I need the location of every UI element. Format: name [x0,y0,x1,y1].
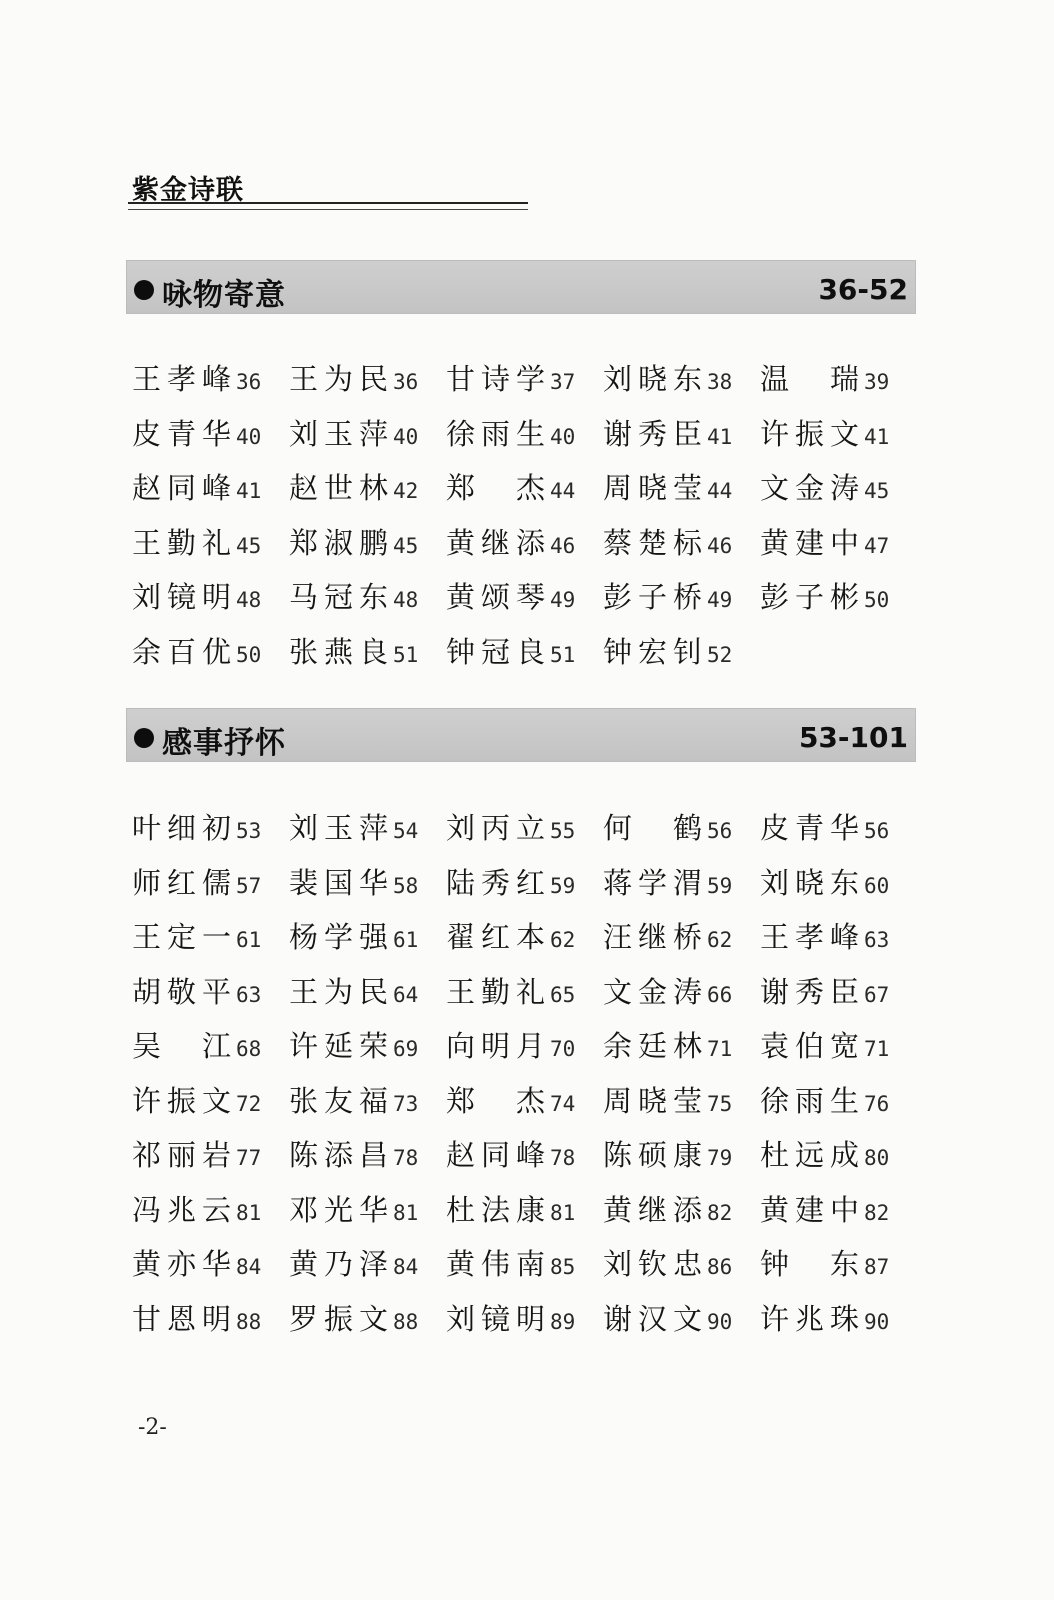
author-entry [289,521,446,562]
page-ref: 53 [236,819,262,843]
section-page-range: 53-101 [798,721,908,754]
author-entry [603,1024,760,1065]
page-ref: 42 [393,479,419,503]
entry-row [132,861,922,916]
entry-row [132,1242,922,1297]
author-name: 冯兆云 [132,1192,234,1227]
author-name: 黄继添 [603,1192,705,1227]
page-ref: 78 [550,1146,576,1170]
author-name: 皮青华 [760,811,862,845]
page-ref: 60 [864,873,890,898]
page-ref: 45 [236,533,262,558]
author-entry [446,466,603,507]
author-name: 师红儒 [132,865,234,900]
page-ref: 87 [864,1255,890,1279]
page-ref: 88 [393,1309,419,1334]
page-ref: 56 [707,819,733,843]
entry-row [132,466,922,521]
author-name: 裴国华 [289,865,391,900]
page-ref: 62 [550,928,576,952]
author-name: 罗振文 [289,1301,391,1336]
author-entry [760,861,917,902]
author-name: 刘镜明 [446,1301,548,1336]
author-name: 祁丽岩 [132,1138,234,1172]
author-name: 王勤礼 [132,525,234,560]
entry-row [132,1133,922,1188]
author-name: 谢汉文 [603,1301,705,1336]
author-entry [603,1188,760,1229]
author-entry [446,1024,603,1065]
page-ref: 44 [550,479,576,503]
author-name: 刘镜明 [132,580,234,614]
page-ref: 90 [864,1309,890,1334]
author-entry [603,970,760,1011]
entry-row [132,1188,922,1243]
page-ref: 59 [707,873,733,898]
author-name: 何 鹤 [603,811,705,845]
author-entry [760,806,917,847]
author-name: 陈硕康 [603,1138,705,1172]
author-name: 许兆珠 [760,1301,862,1336]
author-entry [289,1188,446,1229]
author-entry [446,1188,603,1229]
author-entry [132,521,289,562]
page-ref: 79 [707,1146,733,1170]
author-entry [603,1079,760,1120]
page-ref: 46 [550,533,576,558]
author-entry [132,1242,289,1283]
entry-row [132,1024,922,1079]
page-ref: 74 [550,1091,576,1116]
author-name: 邓光华 [289,1192,391,1227]
author-entry [760,357,917,398]
page-ref: 41 [864,424,890,449]
author-name: 钟 东 [760,1247,862,1281]
page-ref: 61 [393,928,419,952]
author-name: 刘钦忠 [603,1247,705,1281]
author-name: 甘诗学 [446,362,548,396]
entry-row [132,1297,922,1352]
page-ref: 82 [707,1200,733,1225]
page-ref: 72 [236,1091,262,1116]
author-entry [446,1242,603,1283]
author-entry [446,575,603,616]
author-name: 赵同峰 [132,471,234,505]
author-entry [132,630,289,671]
author-entry [446,1079,603,1120]
author-name: 周晓莹 [603,1083,705,1118]
author-name: 郑 杰 [446,471,548,505]
page-ref: 51 [550,642,576,667]
author-name: 刘晓东 [603,362,705,396]
author-entry [446,1297,603,1338]
page-ref: 62 [707,928,733,952]
author-name: 张燕良 [289,634,391,669]
author-entry [132,970,289,1011]
page-ref: 48 [393,588,419,612]
author-entry [132,1297,289,1338]
author-name: 刘玉萍 [289,416,391,451]
page-ref: 65 [550,982,576,1007]
author-entry [603,412,760,453]
author-entry [289,357,446,398]
author-entry [446,970,603,1011]
author-entry [446,412,603,453]
author-entry [289,1024,446,1065]
author-name: 王孝峰 [132,362,234,396]
author-entry [289,806,446,847]
author-name: 甘恩明 [132,1301,234,1336]
page-ref: 81 [550,1200,576,1225]
page-number: -2- [138,1415,167,1440]
author-name: 钟冠良 [446,634,548,669]
page-ref: 71 [864,1037,890,1061]
entry-row [132,521,922,576]
author-entry [446,806,603,847]
author-name: 杜法康 [446,1192,548,1227]
author-name: 皮青华 [132,416,234,451]
section-title: 感事抒怀 [162,726,286,761]
author-name: 杜远成 [760,1138,862,1172]
author-entry [603,521,760,562]
author-name: 谢秀臣 [603,416,705,451]
author-entry [603,575,760,616]
page-ref: 57 [236,873,262,898]
page-ref: 84 [236,1255,262,1279]
entry-row [132,806,922,861]
title-rule [128,202,528,210]
author-entry [132,1188,289,1229]
page-ref: 51 [393,642,419,667]
page-ref: 90 [707,1309,733,1334]
page-ref: 46 [707,533,733,558]
entry-row [132,1079,922,1134]
author-name: 刘晓东 [760,865,862,900]
page-ref: 41 [707,424,733,449]
page-ref: 80 [864,1146,890,1170]
author-entry [132,861,289,902]
author-name: 彭子彬 [760,580,862,614]
author-name: 谢秀臣 [760,974,862,1009]
page-ref: 44 [707,479,733,503]
page-ref: 37 [550,370,576,394]
author-name: 黄继添 [446,525,548,560]
author-entry [603,357,760,398]
author-entry [603,1242,760,1283]
author-name: 郑 杰 [446,1083,548,1118]
page-ref: 38 [707,370,733,394]
page-ref: 73 [393,1091,419,1116]
entry-row [132,575,922,630]
page-ref: 59 [550,873,576,898]
author-name: 杨学强 [289,920,391,954]
page-ref: 88 [236,1309,262,1334]
author-name: 余廷林 [603,1029,705,1063]
author-name: 袁伯宽 [760,1029,862,1063]
author-entry [760,521,917,562]
author-name: 徐雨生 [446,416,548,451]
author-entry [132,1079,289,1120]
author-entry [289,1242,446,1283]
author-entry [289,412,446,453]
author-name: 黄亦华 [132,1247,234,1281]
page-ref: 81 [393,1200,419,1225]
author-entry [446,630,603,671]
author-entry [289,1079,446,1120]
author-entry [289,575,446,616]
page-ref: 75 [707,1091,733,1116]
page-ref: 36 [393,370,419,394]
page-ref: 45 [393,533,419,558]
author-name: 叶细初 [132,811,234,845]
page-ref: 68 [236,1037,262,1061]
author-name: 钟宏钊 [603,634,705,669]
author-name: 许延荣 [289,1029,391,1063]
author-entry [289,861,446,902]
author-name: 文金涛 [603,974,705,1009]
author-entry [603,861,760,902]
page-ref: 82 [864,1200,890,1225]
author-entry [132,357,289,398]
page-ref: 39 [864,370,890,394]
page-ref: 58 [393,873,419,898]
author-name: 王为民 [289,974,391,1009]
page-ref: 69 [393,1037,419,1061]
page-ref: 63 [864,928,890,952]
author-entry [760,1024,917,1065]
author-entry [446,521,603,562]
entry-row [132,970,922,1025]
page-ref: 56 [864,819,890,843]
author-entry [760,575,917,616]
entry-row [132,630,922,685]
author-name: 赵同峰 [446,1138,548,1172]
author-name: 向明月 [446,1029,548,1063]
section-entries-yongwu [132,357,922,684]
page-ref: 54 [393,819,419,843]
author-name: 王孝峰 [760,920,862,954]
author-entry [760,1079,917,1120]
author-entry [603,915,760,956]
author-name: 王为民 [289,362,391,396]
page-ref: 66 [707,982,733,1007]
author-entry [760,1297,917,1338]
author-name: 许振文 [132,1083,234,1118]
page-ref: 36 [236,370,262,394]
entry-row [132,412,922,467]
author-name: 黄建中 [760,1192,862,1227]
page-ref: 70 [550,1037,576,1061]
page-ref: 47 [864,533,890,558]
page-ref: 45 [864,479,890,503]
page-ref: 63 [236,982,262,1007]
entry-row [132,357,922,412]
page-ref: 50 [236,642,262,667]
page-ref: 49 [707,588,733,612]
page-ref: 71 [707,1037,733,1061]
author-entry [603,466,760,507]
page-ref: 49 [550,588,576,612]
author-name: 蔡楚标 [603,525,705,560]
section-header-yongwu [126,260,916,314]
author-entry [760,466,917,507]
author-entry [603,630,760,671]
page-ref: 52 [707,642,733,667]
page-ref: 85 [550,1255,576,1279]
author-entry [760,970,917,1011]
author-entry [446,915,603,956]
author-name: 彭子桥 [603,580,705,614]
author-name: 汪继桥 [603,920,705,954]
author-name: 黄颂琴 [446,580,548,614]
author-name: 翟红本 [446,920,548,954]
author-entry [289,1133,446,1174]
author-name: 刘玉萍 [289,811,391,845]
entry-row [132,915,922,970]
author-entry [132,466,289,507]
author-entry [603,1133,760,1174]
section-title: 咏物寄意 [162,278,286,313]
author-entry [289,630,446,671]
author-entry [132,1133,289,1174]
page-ref: 50 [864,588,890,612]
page-ref: 64 [393,982,419,1007]
bullet-icon [134,728,154,748]
author-name: 黄伟南 [446,1247,548,1281]
author-name: 胡敬平 [132,974,234,1009]
page-ref: 41 [236,479,262,503]
author-name: 刘丙立 [446,811,548,845]
author-name: 赵世林 [289,471,391,505]
author-entry [132,1024,289,1065]
page-ref: 67 [864,982,890,1007]
author-entry [132,575,289,616]
author-name: 蒋学渭 [603,865,705,900]
author-name: 马冠东 [289,580,391,614]
author-name: 王勤礼 [446,974,548,1009]
author-entry [446,1133,603,1174]
author-name: 徐雨生 [760,1083,862,1118]
author-name: 文金涛 [760,471,862,505]
author-entry [446,357,603,398]
author-name: 黄乃泽 [289,1247,391,1281]
section-entries-ganshi [132,806,922,1351]
author-entry [760,412,917,453]
author-name: 郑淑鹏 [289,525,391,560]
page-ref: 61 [236,928,262,952]
bullet-icon [134,280,154,300]
page-ref: 81 [236,1200,262,1225]
author-entry [603,1297,760,1338]
author-entry [289,466,446,507]
author-name: 余百优 [132,634,234,669]
author-entry [289,970,446,1011]
author-name: 周晓莹 [603,471,705,505]
section-header-ganshi [126,708,916,762]
page-ref: 77 [236,1146,262,1170]
author-entry [132,915,289,956]
page-ref: 40 [393,424,419,449]
page-ref: 40 [236,424,262,449]
author-entry [760,1188,917,1229]
author-entry [760,1242,917,1283]
page-ref: 78 [393,1146,419,1170]
page-ref: 89 [550,1309,576,1334]
author-entry [603,806,760,847]
page-ref: 76 [864,1091,890,1116]
author-entry [289,1297,446,1338]
author-name: 许振文 [760,416,862,451]
author-name: 陆秀红 [446,865,548,900]
page-ref: 55 [550,819,576,843]
author-entry [760,1133,917,1174]
page-ref: 48 [236,588,262,612]
author-name: 温 瑞 [760,362,862,396]
section-page-range: 36-52 [818,273,908,306]
author-name: 黄建中 [760,525,862,560]
page-ref: 84 [393,1255,419,1279]
page-ref: 86 [707,1255,733,1279]
author-entry [132,806,289,847]
author-entry [760,915,917,956]
author-entry [132,412,289,453]
page-ref: 40 [550,424,576,449]
journal-title: 紫金诗联 [132,175,244,206]
author-name: 吴 江 [132,1029,234,1063]
author-name: 陈添昌 [289,1138,391,1172]
author-name: 张友福 [289,1083,391,1118]
author-entry [289,915,446,956]
author-name: 王定一 [132,920,234,954]
author-entry [446,861,603,902]
